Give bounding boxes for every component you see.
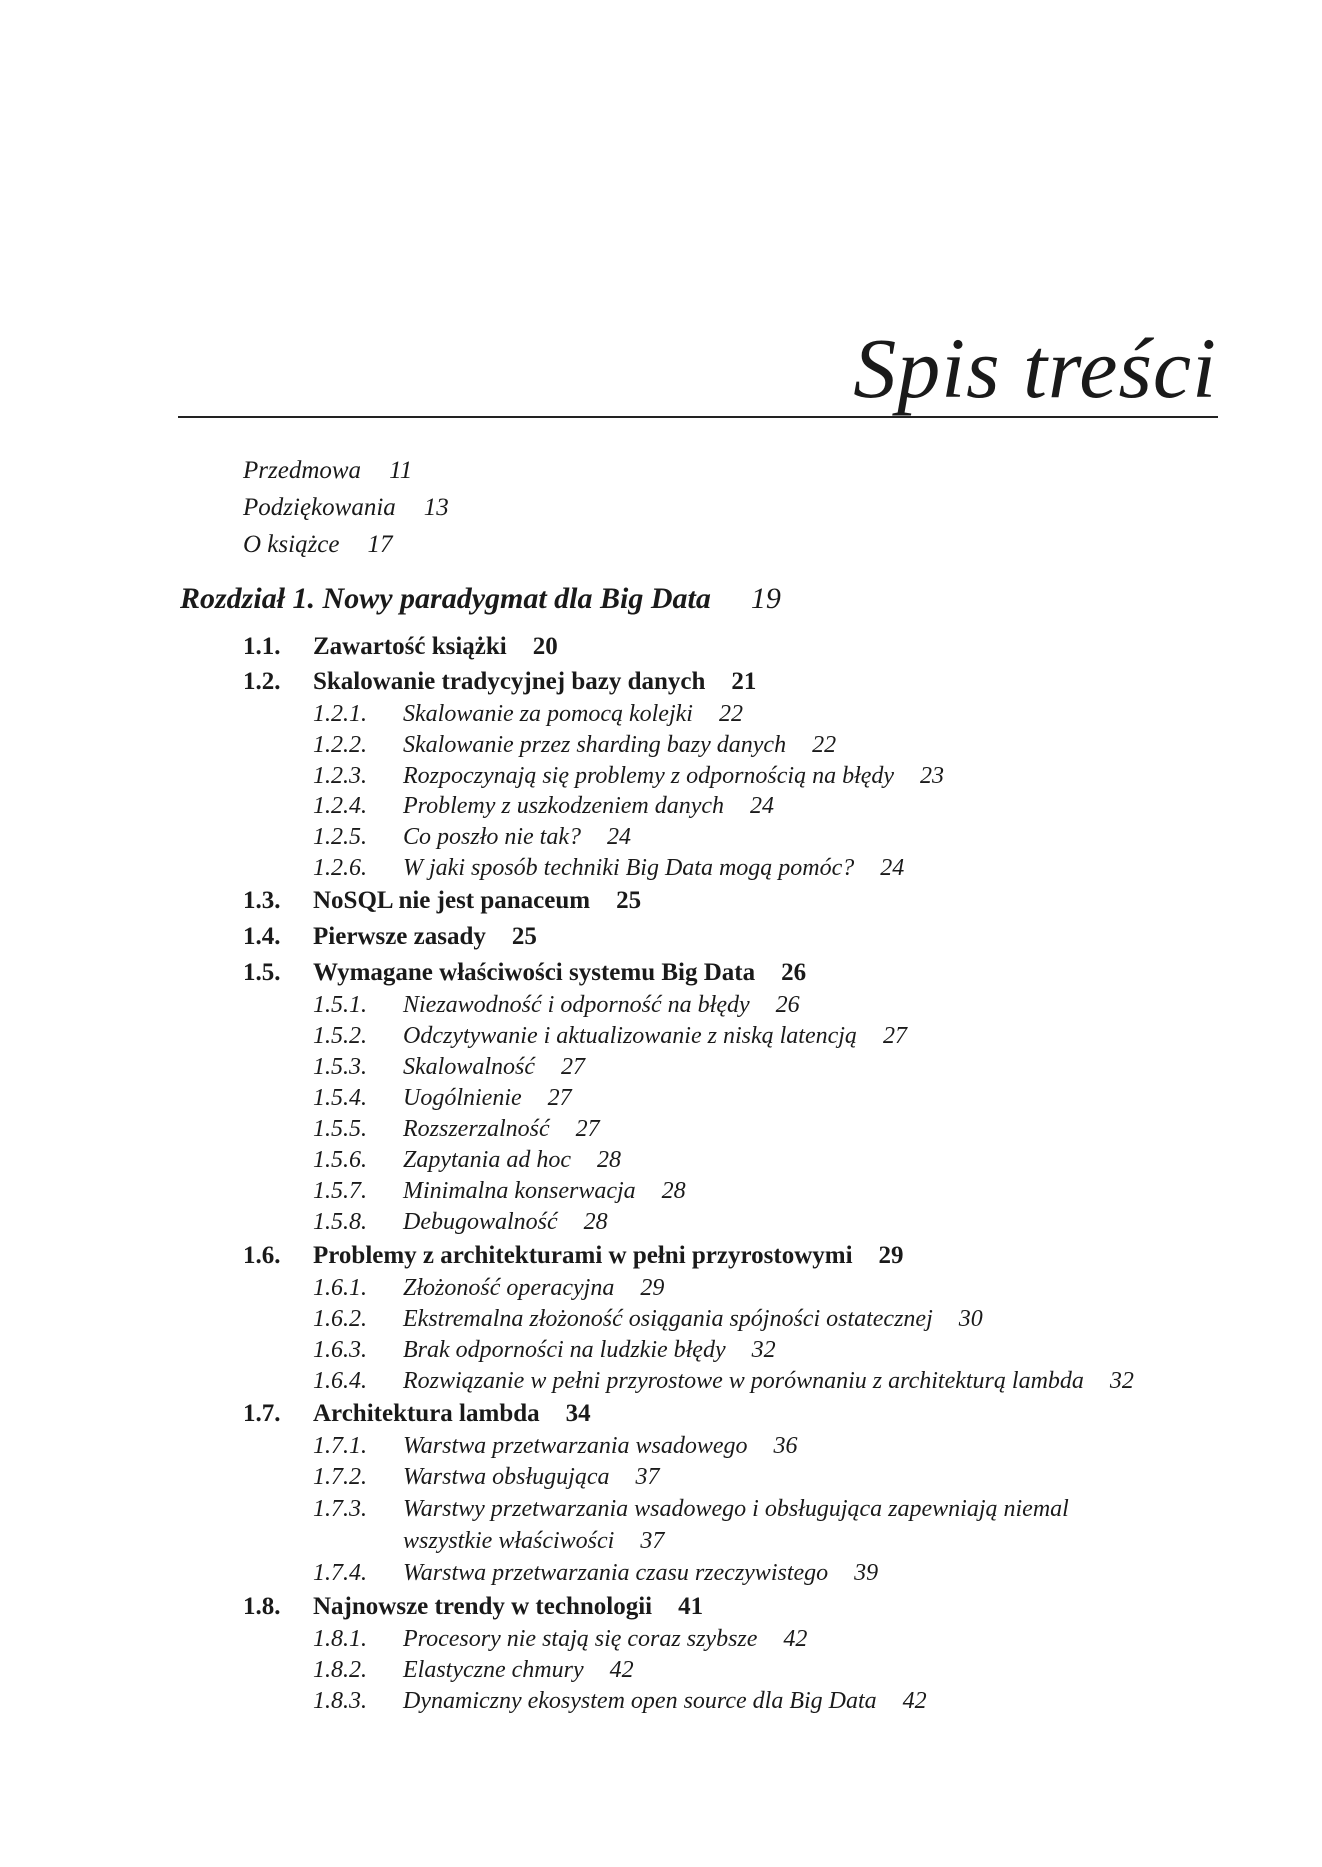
page-title: Spis treści [853,320,1217,416]
toc-entry-page: 42 [902,1688,927,1714]
toc-entry-title: Elastyczne chmury [403,1657,584,1683]
toc-entry-page: 29 [878,1242,904,1269]
toc-entry-number: 1.2.4. [313,793,367,819]
toc-entry-page: 13 [423,494,449,521]
toc-entry-page: 29 [640,1275,665,1301]
toc-entry-title: Problemy z uszkodzeniem danych [403,793,725,819]
toc-entry-number: 1.8.1. [313,1626,367,1652]
toc-entry-page: 22 [812,732,837,758]
toc-entry-page: 27 [547,1085,572,1111]
toc-entry-title: Niezawodność i odporność na błędy [403,992,750,1018]
toc-entry-page: 24 [750,793,775,819]
toc-entry-number: 1.2.3. [313,763,367,789]
toc-subsection-item[interactable] [313,733,836,757]
toc-entry-page: 22 [718,701,743,727]
toc-subsection-item[interactable] [313,1434,798,1458]
toc-section-item[interactable] [243,1594,703,1619]
toc-subsection-item[interactable] [313,702,743,726]
toc-entry-page: 23 [920,763,945,789]
toc-subsection-item[interactable] [313,1307,983,1331]
toc-entry-title: Warstwy przetwarzania wsadowego i obsługująca zapewniają niemal [403,1496,1069,1522]
toc-entry-number: 1.7.4. [313,1560,367,1586]
toc-entry-title: Skalowanie przez sharding bazy danych [403,732,787,758]
toc-subsection-item[interactable] [313,1465,659,1489]
toc-entry-title: Przedmowa [243,457,362,484]
toc-entry-page: 30 [958,1306,983,1332]
toc-front-matter-item[interactable] [243,495,449,520]
toc-entry-title: Skalowalność [403,1054,535,1080]
toc-entry-page: 25 [511,923,537,950]
toc-entry-title: Zawartość książki [313,633,507,660]
toc-entry-page: 28 [583,1209,608,1235]
toc-entry-page: 32 [751,1337,776,1363]
toc-entry-title: Skalowanie za pomocą kolejki [403,701,693,727]
toc-entry-number: 1.5.1. [313,992,367,1018]
toc-subsection-item[interactable] [313,856,904,880]
toc-entry-title: Skalowanie tradycyjnej bazy danych [313,668,706,695]
toc-entry-number: 1.2.6. [313,855,367,881]
toc-entry-page: 19 [750,582,781,615]
toc-subsection-item[interactable] [313,1086,572,1110]
toc-entry-title: Warstwa obsługująca [403,1464,610,1490]
toc-entry-page: 21 [731,668,757,695]
toc-entry-number: 1.5.3. [313,1054,367,1080]
toc-entry-page: 32 [1109,1368,1134,1394]
toc-entry-title: Rozszerzalność [403,1116,550,1142]
toc-subsection-item[interactable] [313,1210,608,1234]
toc-entry-number: 1.8. [243,1593,281,1620]
toc-front-matter-item[interactable] [243,532,393,557]
toc-entry-number: 1.8.2. [313,1657,367,1683]
toc-subsection-item[interactable] [313,1561,878,1585]
title-rule [178,416,1218,418]
toc-entry-continuation [403,1529,664,1553]
toc-subsection-item[interactable] [313,1024,907,1048]
toc-entry-number: 1.4. [243,923,281,950]
toc-entry-number: 1.6.4. [313,1368,367,1394]
toc-entry-page: 34 [565,1400,591,1427]
toc-entry-number: 1.2. [243,668,281,695]
toc-entry-number: 1.7. [243,1400,281,1427]
toc-entry-title: wszystkie właściwości [403,1528,615,1554]
toc-entry-title: Architektura lambda [313,1400,540,1427]
toc-entry-page: 36 [773,1433,798,1459]
toc-entry-number: 1.2.5. [313,824,367,850]
toc-entry-number: 1.6.2. [313,1306,367,1332]
toc-subsection-item[interactable] [313,764,944,788]
toc-entry-title: NoSQL nie jest panaceum [313,887,591,914]
toc-subsection-item[interactable] [313,1055,585,1079]
toc-entry-number: 1.8.3. [313,1688,367,1714]
toc-entry-title: Procesory nie stają się coraz szybsze [403,1626,758,1652]
toc-entry-number: 1.5.7. [313,1178,367,1204]
toc-entry-page: 41 [678,1593,704,1620]
toc-entry-title: Problemy z architekturami w pełni przyrostowymi [313,1242,853,1269]
toc-entry-title: Minimalna konserwacja [403,1178,636,1204]
toc-entry-title: Dynamiczny ekosystem open source dla Big Data [403,1688,877,1714]
toc-entry-title: W jaki sposób techniki Big Data mogą pomóc? [403,855,855,881]
toc-entry-number: 1.5.8. [313,1209,367,1235]
toc-entry-title: O książce [243,531,340,558]
toc-entry-page: 20 [532,633,558,660]
toc-section-item[interactable] [243,1401,591,1426]
toc-entry-page: 37 [640,1528,665,1554]
toc-subsection-item[interactable] [313,1658,634,1682]
toc-entry-page: 24 [880,855,905,881]
toc-entry-page: 27 [575,1116,600,1142]
toc-entry-number: 1.5.5. [313,1116,367,1142]
toc-entry-number: 1.6.1. [313,1275,367,1301]
toc-entry-title: Ekstremalna złożoność osiągania spójności ostatecznej [403,1306,933,1332]
toc-subsection-item[interactable] [313,1276,664,1300]
toc-section-item[interactable] [243,669,756,694]
toc-entry-number: 1.7.3. [313,1496,367,1522]
toc-subsection-item[interactable] [313,794,774,818]
toc-entry-number: 1.7.2. [313,1464,367,1490]
toc-entry-page: 26 [775,992,800,1018]
toc-entry-title: Co poszło nie tak? [403,824,581,850]
toc-section-item[interactable] [243,960,806,985]
toc-subsection-item[interactable] [313,1369,1134,1393]
toc-entry-page: 28 [597,1147,621,1173]
toc-section-item[interactable] [243,888,641,913]
toc-entry-title: Podziękowania [243,494,396,521]
toc-front-matter-item[interactable] [243,458,412,483]
toc-entry-title: Warstwa przetwarzania wsadowego [403,1433,748,1459]
toc-entry-number: 1.5. [243,959,281,986]
toc-section-item[interactable] [243,634,558,659]
toc-entry-number: 1.2.2. [313,732,367,758]
toc-entry-title: Rozdział 1. Nowy paradygmat dla Big Data [180,582,711,615]
toc-entry-page: 42 [609,1657,634,1683]
toc-entry-title: Pierwsze zasady [313,923,486,950]
toc-entry-page: 27 [561,1054,585,1080]
toc-entry-title: Zapytania ad hoc [403,1147,571,1173]
toc-entry-page: 24 [607,824,631,850]
toc-entry-page: 39 [854,1560,879,1586]
toc-entry-page: 11 [389,457,413,484]
toc-subsection-item[interactable] [313,1627,807,1651]
toc-entry-title: Najnowsze trendy w technologii [313,1593,653,1620]
toc-entry-number: 1.5.2. [313,1023,367,1049]
toc-entry-page: 37 [635,1464,660,1490]
toc-subsection-item[interactable] [313,1497,1069,1521]
toc-chapter-heading[interactable] [180,584,781,614]
toc-entry-page: 26 [781,959,807,986]
toc-entry-title: Uogólnienie [403,1085,522,1111]
toc-entry-number: 1.1. [243,633,281,660]
toc-entry-number: 1.7.1. [313,1433,367,1459]
toc-entry-title: Złożoność operacyjna [403,1275,615,1301]
toc-subsection-item[interactable] [313,993,800,1017]
toc-entry-title: Odczytywanie i aktualizowanie z niską latencją [403,1023,857,1049]
toc-subsection-item[interactable] [313,1338,776,1362]
toc-entry-number: 1.3. [243,887,281,914]
toc-entry-page: 27 [882,1023,907,1049]
toc-entry-title: Warstwa przetwarzania czasu rzeczywistego [403,1560,829,1586]
toc-subsection-item[interactable] [313,1117,600,1141]
toc-entry-title: Wymagane właściwości systemu Big Data [313,959,756,986]
toc-entry-page: 28 [661,1178,686,1204]
toc-entry-number: 1.5.6. [313,1147,367,1173]
toc-entry-number: 1.6.3. [313,1337,367,1363]
toc-subsection-item[interactable] [313,1148,621,1172]
toc-section-item[interactable] [243,924,537,949]
toc-entry-page: 25 [616,887,642,914]
toc-subsection-item[interactable] [313,825,631,849]
toc-entry-title: Debugowalność [403,1209,558,1235]
toc-section-item[interactable] [243,1243,904,1268]
toc-entry-title: Brak odporności na ludzkie błędy [403,1337,726,1363]
toc-entry-page: 42 [783,1626,808,1652]
toc-entry-page: 17 [367,531,393,558]
toc-entry-number: 1.6. [243,1242,281,1269]
toc-entry-number: 1.2.1. [313,701,367,727]
toc-entry-number: 1.5.4. [313,1085,367,1111]
toc-subsection-item[interactable] [313,1689,927,1713]
toc-subsection-item[interactable] [313,1179,686,1203]
toc-entry-title: Rozwiązanie w pełni przyrostowe w porównaniu z architekturą lambda [403,1368,1084,1394]
toc-entry-title: Rozpoczynają się problemy z odpornością na błędy [403,763,895,789]
